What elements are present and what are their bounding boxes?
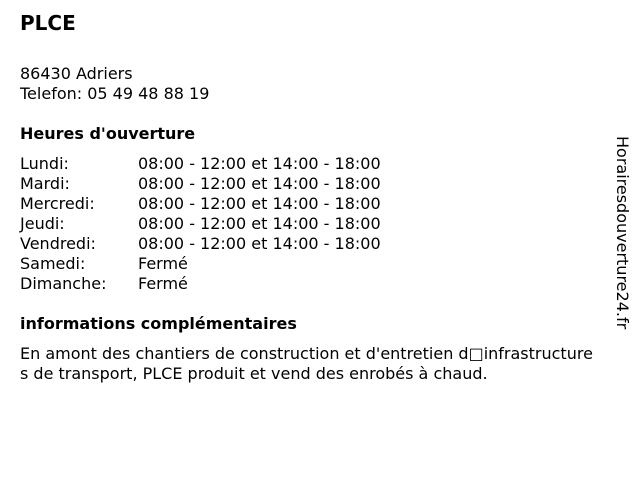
hours-day: Lundi: [20, 154, 69, 173]
hours-time: Fermé [138, 254, 188, 273]
address-block [20, 64, 209, 104]
hours-day: Dimanche: [20, 274, 107, 293]
hours-table [20, 154, 381, 294]
hours-row-sunday [20, 274, 381, 294]
hours-row-tuesday [20, 174, 381, 194]
hours-day: Vendredi: [20, 234, 96, 253]
address-locality: 86430 Adriers [20, 64, 133, 83]
hours-row-saturday [20, 254, 381, 274]
hours-day: Samedi: [20, 254, 86, 273]
hours-time: 08:00 - 12:00 et 14:00 - 18:00 [138, 194, 381, 213]
hours-time: 08:00 - 12:00 et 14:00 - 18:00 [138, 214, 381, 233]
hours-heading: Heures d'ouverture [20, 124, 196, 143]
hours-row-wednesday [20, 194, 381, 214]
hours-day: Jeudi: [20, 214, 65, 233]
hours-time: 08:00 - 12:00 et 14:00 - 18:00 [138, 234, 381, 253]
info-heading: informations complémentaires [20, 314, 297, 333]
site-watermark: Horairesdouverture24.fr [613, 136, 632, 330]
hours-day: Mardi: [20, 174, 70, 193]
hours-time: Fermé [138, 274, 188, 293]
page-title: PLCE [20, 11, 76, 35]
hours-time: 08:00 - 12:00 et 14:00 - 18:00 [138, 154, 381, 173]
hours-row-friday [20, 234, 381, 254]
hours-day: Mercredi: [20, 194, 95, 213]
info-description: En amont des chantiers de construction et d'entretien d□infrastructures de transport, PLCE produit et vend des enrobés à chaud. [20, 344, 593, 383]
phone-number: Telefon: 05 49 48 88 19 [20, 84, 210, 103]
hours-row-monday [20, 154, 381, 174]
hours-row-thursday [20, 214, 381, 234]
hours-time: 08:00 - 12:00 et 14:00 - 18:00 [138, 174, 381, 193]
